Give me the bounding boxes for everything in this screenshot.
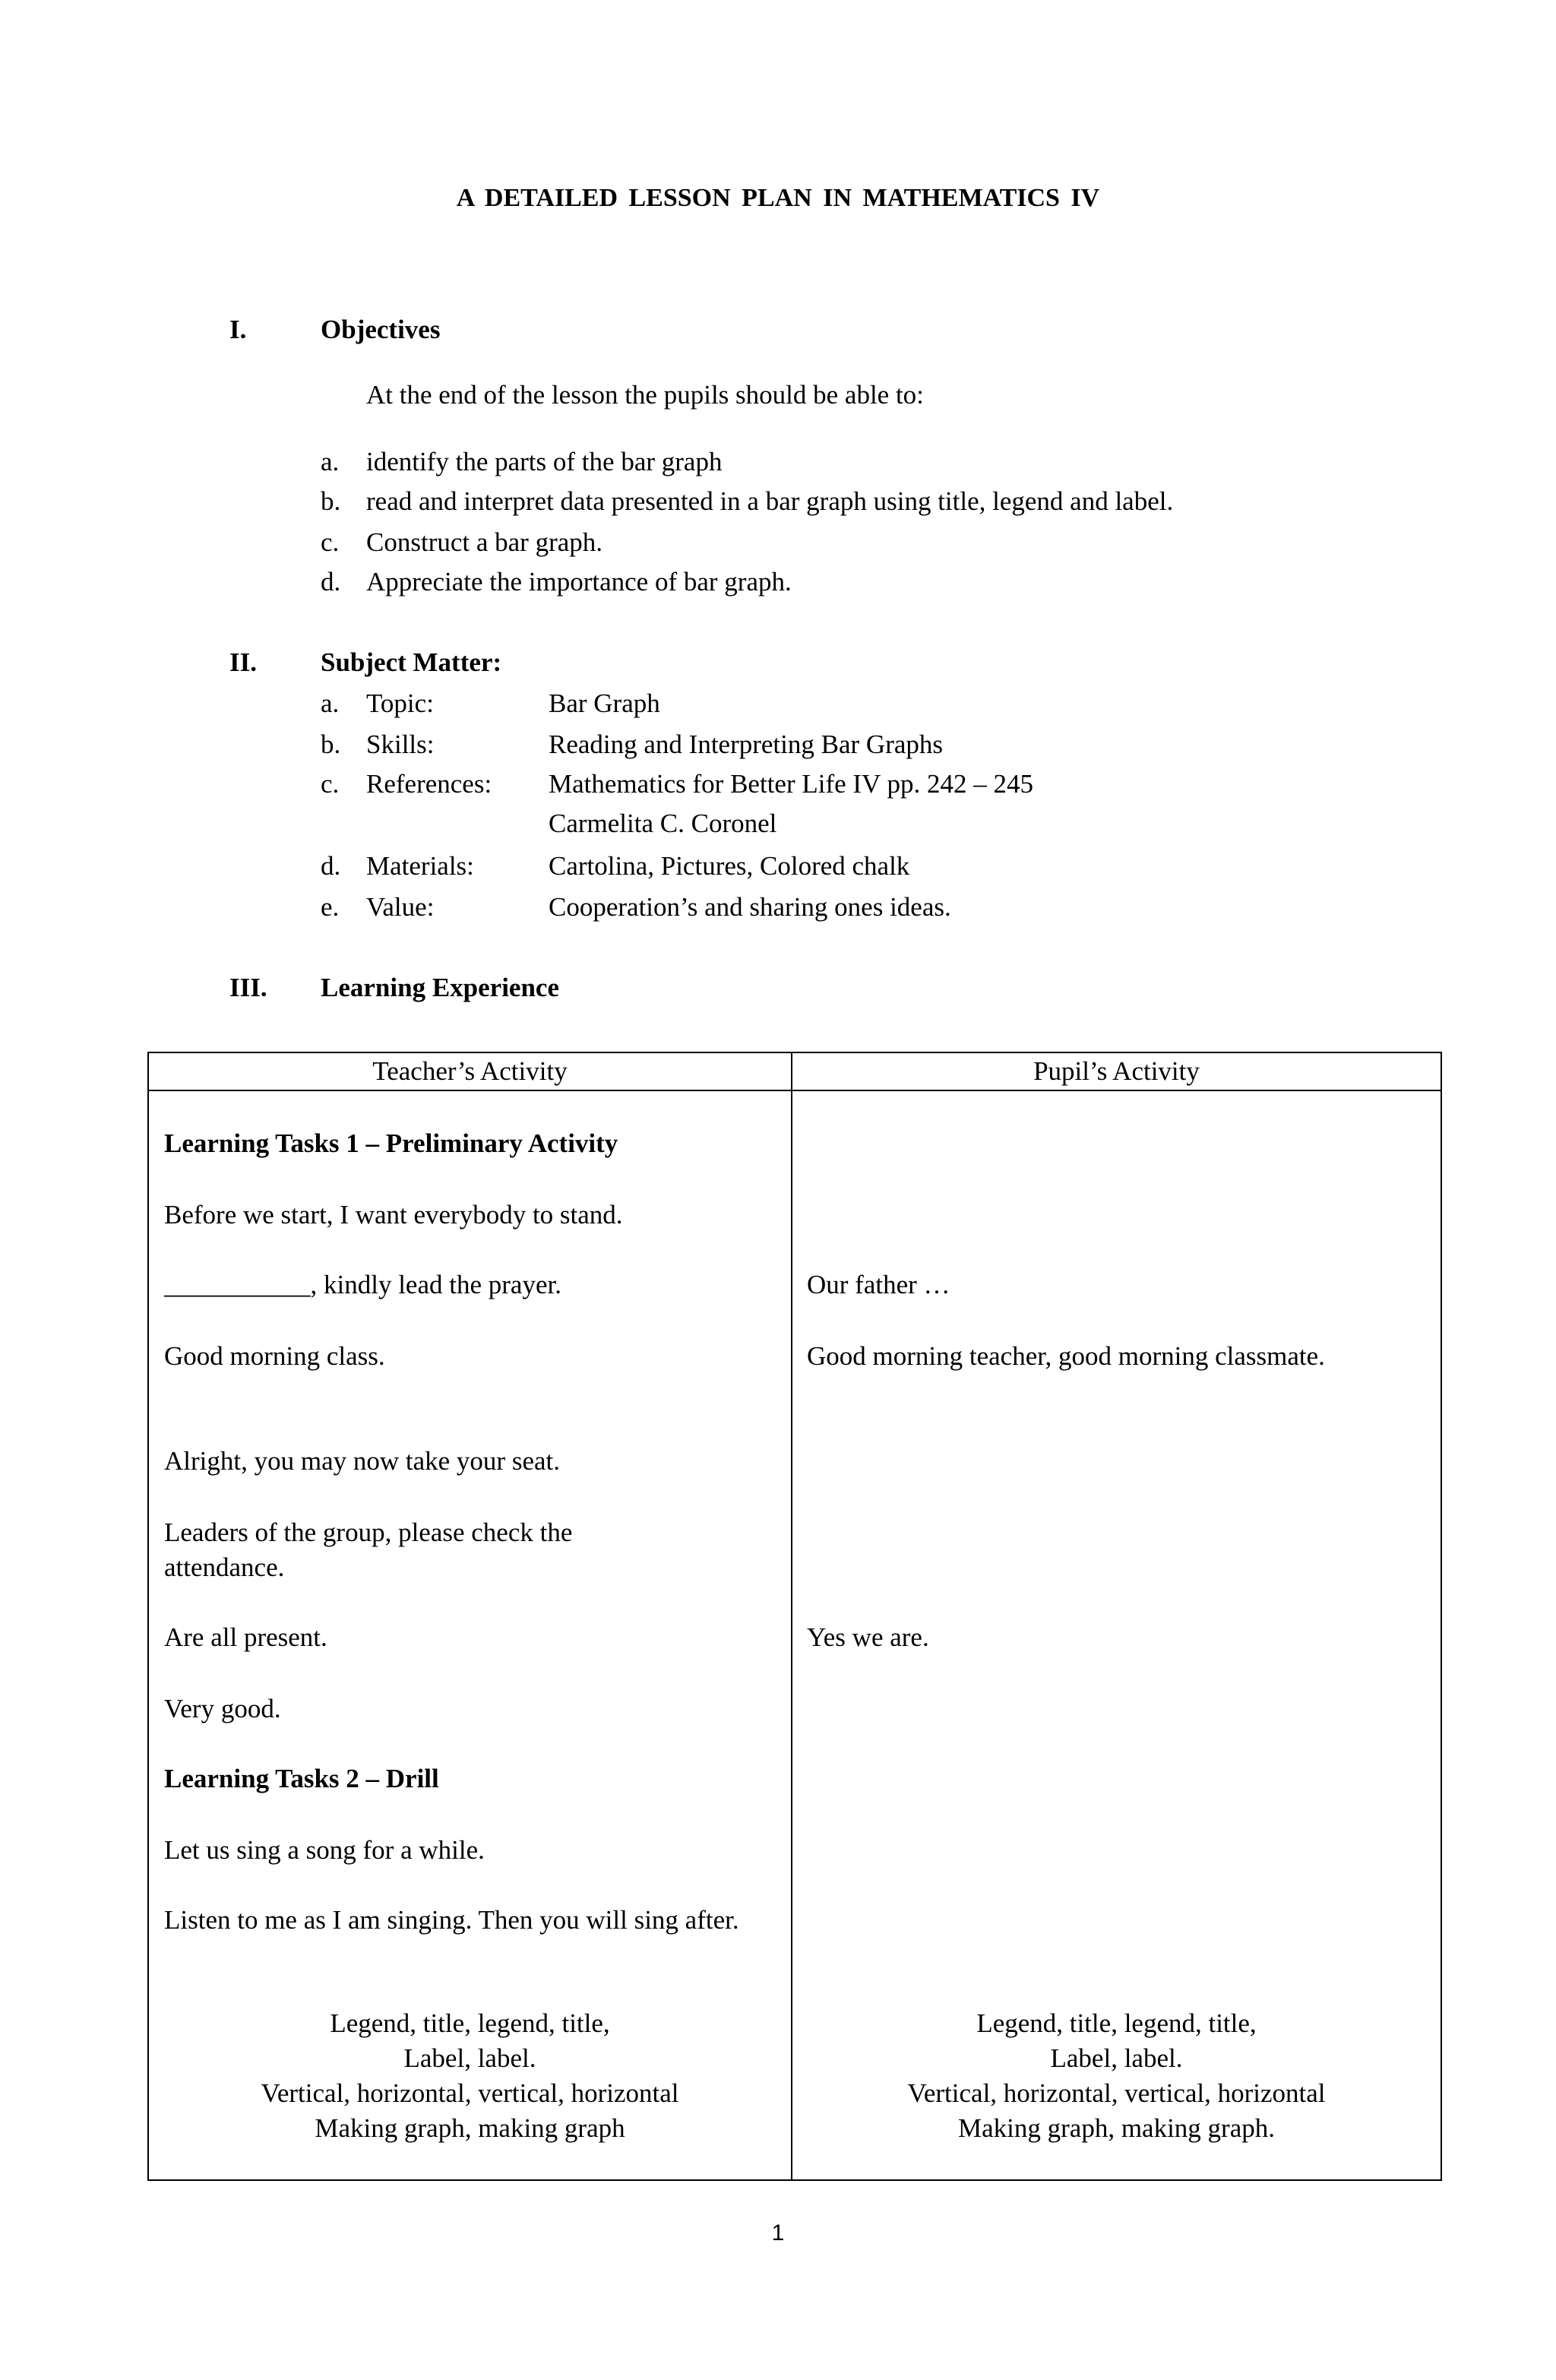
- pupil-present: Yes we are.: [807, 1622, 929, 1652]
- subject-label-skills: Skills:: [366, 730, 435, 759]
- subject-letter-d: d.: [321, 851, 341, 881]
- page-title: A DETAILED LESSON PLAN IN MATHEMATICS IV: [456, 184, 1100, 212]
- pupil-song-line-1: Legend, title, legend, title,: [976, 2008, 1257, 2038]
- section-title-objectives: Objectives: [321, 315, 441, 344]
- pupil-greeting: Good morning teacher, good morning classmate.: [807, 1341, 1325, 1371]
- teacher-sing: Let us sing a song for a while.: [164, 1835, 485, 1865]
- pupil-song-line-3: Vertical, horizontal, vertical, horizontal: [907, 2078, 1326, 2108]
- subject-letter-c: c.: [321, 769, 340, 799]
- teacher-task1-heading: Learning Tasks 1 – Preliminary Activity: [164, 1128, 618, 1158]
- pupil-song-line-4: Making graph, making graph.: [958, 2113, 1275, 2143]
- subject-letter-b: b.: [321, 730, 341, 759]
- section-number-objectives: I.: [229, 315, 247, 344]
- objectives-intro: At the end of the lesson the pupils should be able to:: [366, 380, 924, 410]
- subject-value-topic: Bar Graph: [549, 688, 660, 718]
- section-title-learning-experience: Learning Experience: [321, 973, 559, 1002]
- subject-value-references-author: Carmelita C. Coronel: [549, 809, 777, 838]
- teacher-present: Are all present.: [164, 1622, 327, 1652]
- teacher-listen: Listen to me as I am singing. Then you will sing after.: [164, 1905, 739, 1935]
- teacher-seat: Alright, you may now take your seat.: [164, 1446, 561, 1476]
- subject-value-skills: Reading and Interpreting Bar Graphs: [549, 730, 944, 759]
- pupil-song-line-2: Label, label.: [1050, 2043, 1183, 2073]
- subject-value-references: Mathematics for Better Life IV pp. 242 – 245: [549, 769, 1033, 799]
- teacher-attendance: Leaders of the group, please check the attendance.: [164, 1518, 573, 1582]
- subject-label-value: Value:: [366, 892, 435, 922]
- header-pupil-activity: Pupil’s Activity: [1033, 1056, 1200, 1086]
- teacher-greeting: Good morning class.: [164, 1341, 385, 1371]
- teacher-very-good: Very good.: [164, 1694, 281, 1723]
- teacher-song-lyrics: [149, 2006, 791, 2146]
- subject-value-materials: Cartolina, Pictures, Colored chalk: [549, 851, 910, 881]
- pupil-prayer: Our father …: [807, 1270, 950, 1299]
- subject-label-materials: Materials:: [366, 851, 474, 881]
- teacher-song-line-2: Label, label.: [403, 2043, 536, 2073]
- page-number: 1: [771, 2220, 785, 2245]
- objective-letter-b: b.: [321, 486, 341, 516]
- section-number-subject-matter: II.: [229, 647, 257, 677]
- teacher-task2-heading: Learning Tasks 2 – Drill: [164, 1764, 439, 1793]
- objective-text-b: read and interpret data presented in a bar graph using title, legend and label.: [366, 486, 1174, 516]
- section-title-subject-matter: Subject Matter:: [321, 647, 502, 677]
- objective-letter-a: a.: [321, 447, 340, 476]
- teacher-song-line-4: Making graph, making graph: [315, 2113, 625, 2143]
- subject-label-references: References:: [366, 769, 492, 799]
- objective-letter-c: c.: [321, 527, 340, 557]
- objective-text-a: identify the parts of the bar graph: [366, 447, 723, 476]
- subject-letter-a: a.: [321, 688, 340, 718]
- teacher-song-line-1: Legend, title, legend, title,: [330, 2008, 610, 2038]
- subject-label-topic: Topic:: [366, 688, 434, 718]
- table-header-rule: [149, 1090, 1441, 1091]
- objective-text-c: Construct a bar graph.: [366, 527, 603, 557]
- activity-table: [147, 1052, 1442, 2181]
- teacher-song-line-3: Vertical, horizontal, vertical, horizontal: [261, 2078, 679, 2108]
- objective-letter-d: d.: [321, 567, 341, 597]
- objective-text-d: Appreciate the importance of bar graph.: [366, 567, 792, 597]
- subject-value-value: Cooperation’s and sharing ones ideas.: [549, 892, 951, 922]
- header-teacher-activity: Teacher’s Activity: [372, 1056, 568, 1086]
- section-number-learning-experience: III.: [229, 973, 267, 1002]
- teacher-prayer: ___________, kindly lead the prayer.: [164, 1270, 561, 1299]
- subject-letter-e: e.: [321, 892, 340, 922]
- teacher-stand: Before we start, I want everybody to stand.: [164, 1200, 623, 1230]
- pupil-song-lyrics: [792, 2006, 1441, 2146]
